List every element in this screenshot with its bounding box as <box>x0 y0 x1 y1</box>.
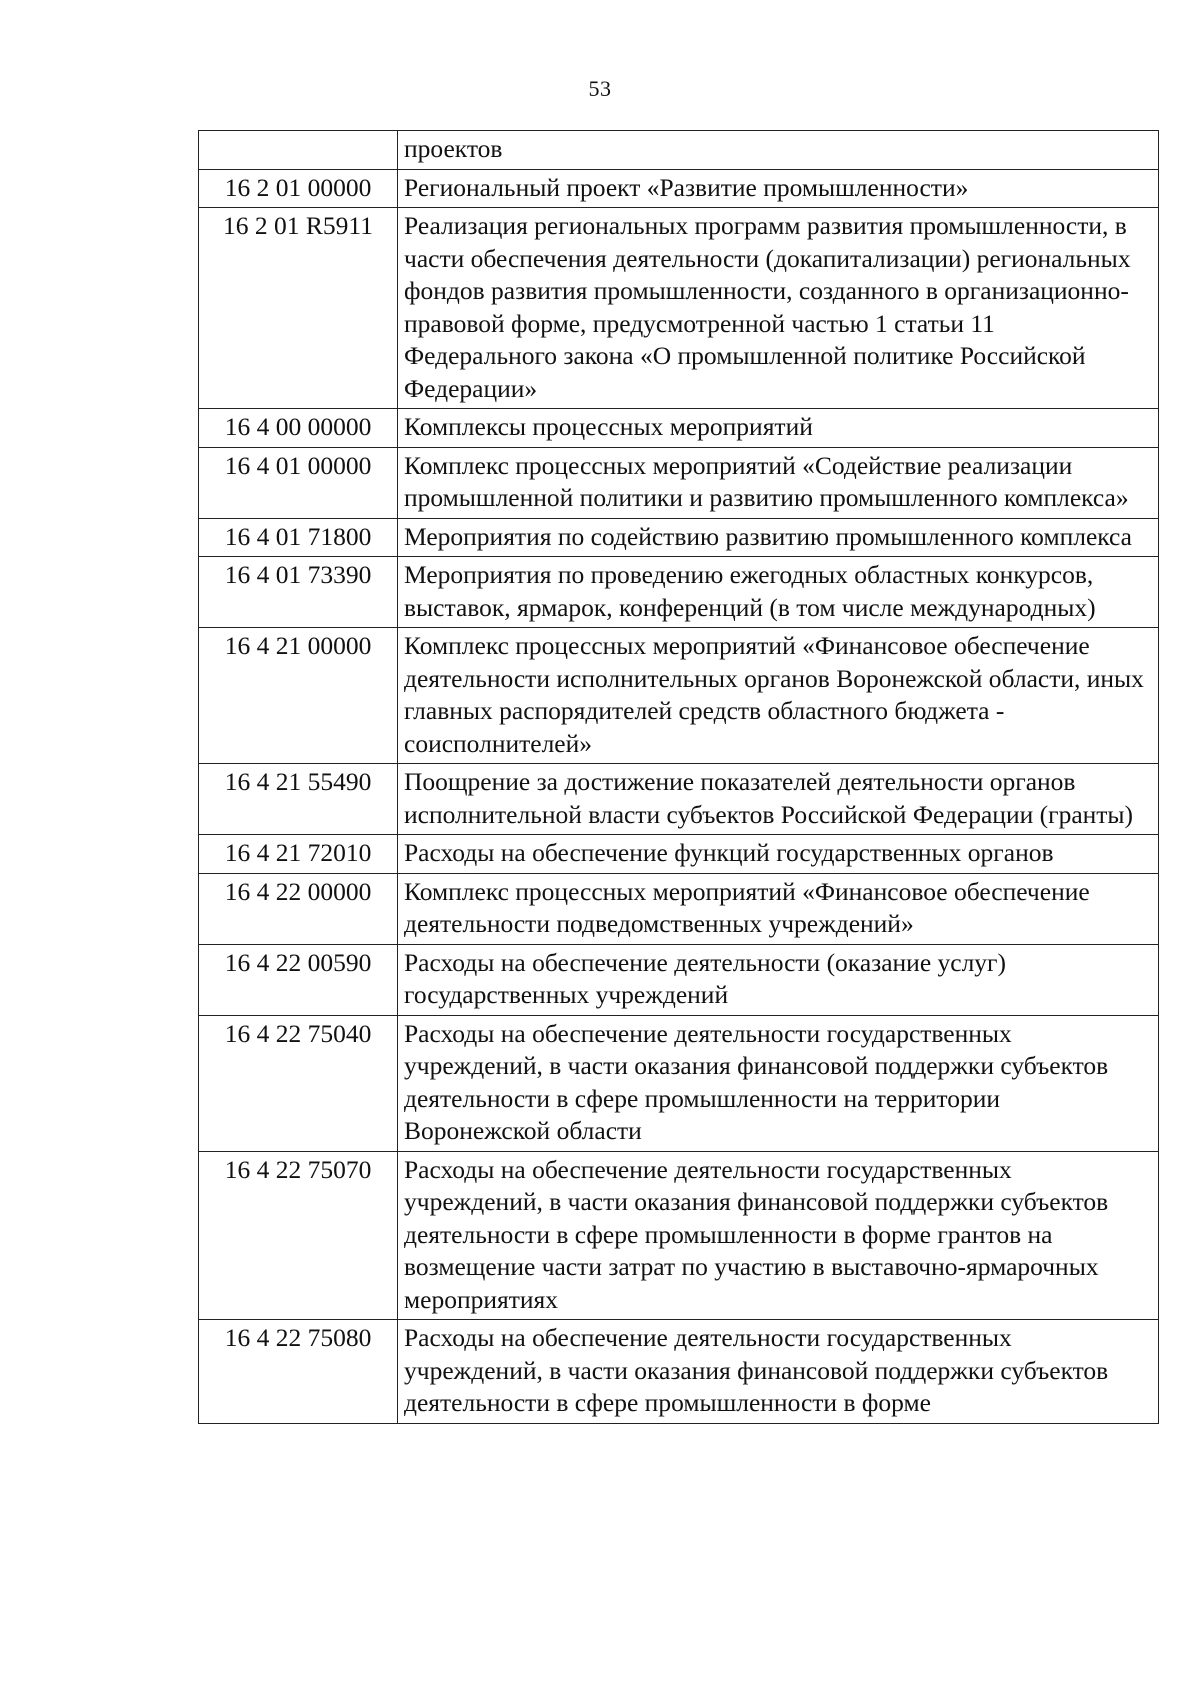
table-row <box>199 131 1159 170</box>
table-row <box>199 1015 1159 1151</box>
table-row <box>199 873 1159 944</box>
classification-description: проектов <box>398 131 1159 170</box>
classification-description: Мероприятия по проведению ежегодных областных конкурсов, выставок, ярмарок, конференций (в том числе международных) <box>398 557 1159 628</box>
table-row <box>199 1151 1159 1320</box>
classification-description: Реализация региональных программ развития промышленности, в части обеспечения деятельности (докапитализации) региональных фондов развития промышленности, созданного в организационно-правовой форме, предусмотренной частью 1 статьи 11 Федерального закона «О промышленной политике Российской Федерации» <box>398 208 1159 409</box>
classification-code: 16 4 21 55490 <box>199 764 398 835</box>
classification-code: 16 4 22 00590 <box>199 944 398 1015</box>
classification-description: Комплекс процессных мероприятий «Финансовое обеспечение деятельности подведомственных учреждений» <box>398 873 1159 944</box>
classification-description: Расходы на обеспечение функций государственных органов <box>398 835 1159 874</box>
classification-description: Мероприятия по содействию развитию промышленного комплекса <box>398 518 1159 557</box>
table-row <box>199 557 1159 628</box>
table-row <box>199 764 1159 835</box>
classification-code: 16 4 01 71800 <box>199 518 398 557</box>
classification-description: Расходы на обеспечение деятельности (оказание услуг) государственных учреждений <box>398 944 1159 1015</box>
classification-code: 16 2 01 R5911 <box>199 208 398 409</box>
classification-code: 16 4 01 73390 <box>199 557 398 628</box>
classification-code: 16 4 22 00000 <box>199 873 398 944</box>
classification-description: Расходы на обеспечение деятельности государственных учреждений, в части оказания финансовой поддержки субъектов деятельности в сфере промышленности в форме <box>398 1320 1159 1424</box>
classification-description: Региональный проект «Развитие промышленности» <box>398 169 1159 208</box>
table-row <box>199 447 1159 518</box>
classification-code: 16 4 00 00000 <box>199 409 398 448</box>
classification-description: Поощрение за достижение показателей деятельности органов исполнительной власти субъектов Российской Федерации (гранты) <box>398 764 1159 835</box>
table-row <box>199 944 1159 1015</box>
classification-description: Расходы на обеспечение деятельности государственных учреждений, в части оказания финансовой поддержки субъектов деятельности в сфере промышленности в форме грантов на возмещение части затрат по участию в выставочно-ярмарочных мероприятиях <box>398 1151 1159 1320</box>
table-row <box>199 1320 1159 1424</box>
classification-description: Комплексы процессных мероприятий <box>398 409 1159 448</box>
classification-code: 16 4 21 72010 <box>199 835 398 874</box>
classification-code: 16 4 22 75080 <box>199 1320 398 1424</box>
classification-code: 16 2 01 00000 <box>199 169 398 208</box>
classification-description: Комплекс процессных мероприятий «Финансовое обеспечение деятельности исполнительных органов Воронежской области, иных главных распорядителей средств областного бюджета - соисполнителей» <box>398 628 1159 764</box>
budget-classification-table <box>198 130 1159 1424</box>
classification-code: 16 4 01 00000 <box>199 447 398 518</box>
table-row <box>199 169 1159 208</box>
classification-description: Комплекс процессных мероприятий «Содействие реализации промышленной политики и развитию промышленного комплекса» <box>398 447 1159 518</box>
classification-description: Расходы на обеспечение деятельности государственных учреждений, в части оказания финансовой поддержки субъектов деятельности в сфере промышленности на территории Воронежской области <box>398 1015 1159 1151</box>
table-row <box>199 208 1159 409</box>
classification-code: 16 4 21 00000 <box>199 628 398 764</box>
classification-code <box>199 131 398 170</box>
table-row <box>199 518 1159 557</box>
page-number: 53 <box>588 76 612 101</box>
table-row <box>199 409 1159 448</box>
table-row <box>199 835 1159 874</box>
classification-code: 16 4 22 75040 <box>199 1015 398 1151</box>
classification-code: 16 4 22 75070 <box>199 1151 398 1320</box>
table-row <box>199 628 1159 764</box>
